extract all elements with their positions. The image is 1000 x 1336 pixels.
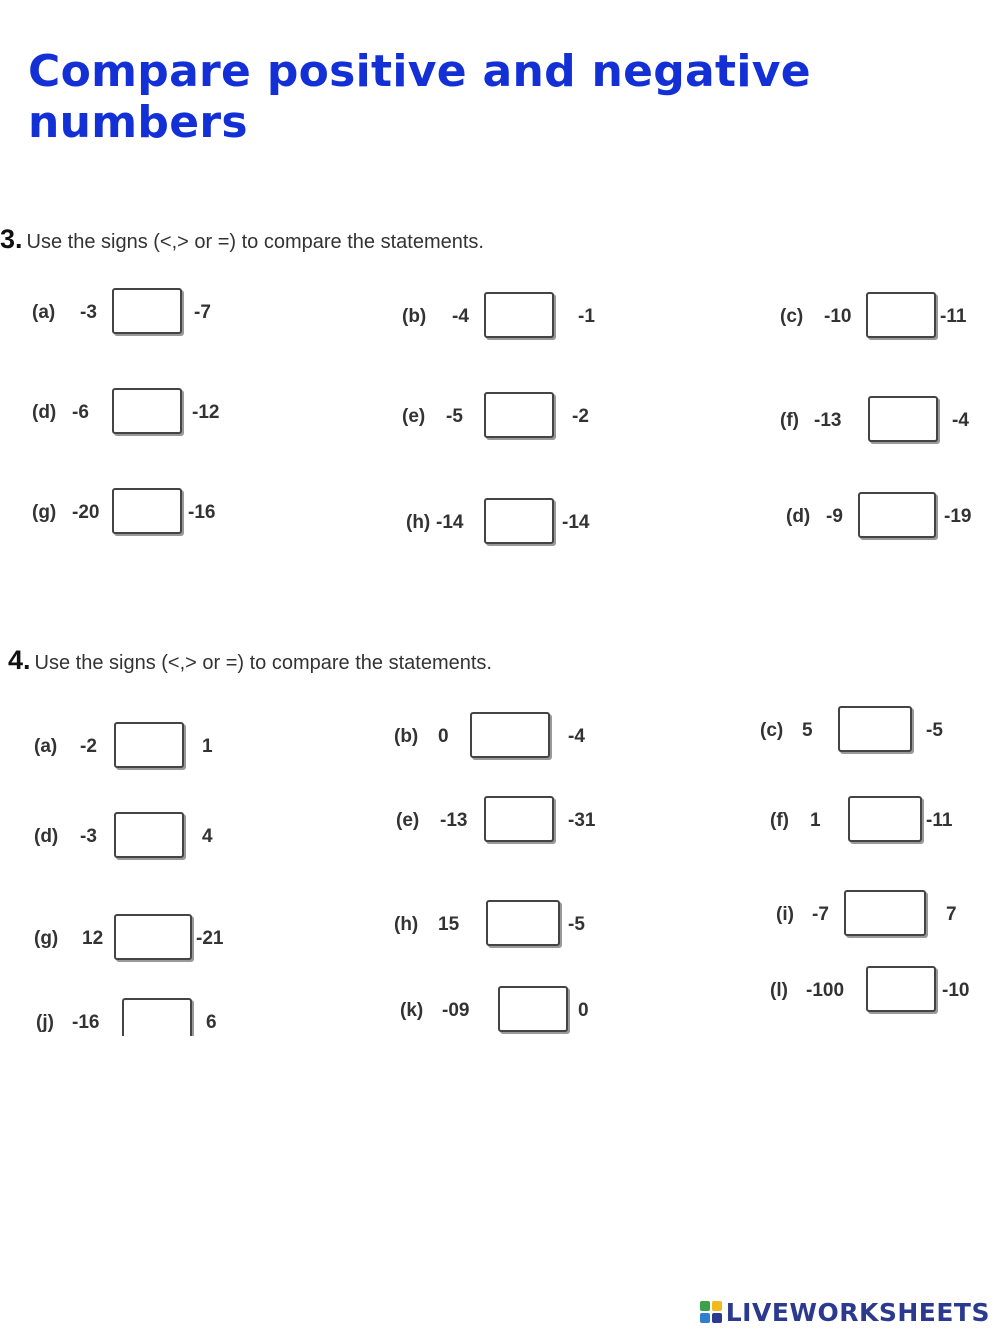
logo-square-green [700,1301,710,1311]
question-label: (h) [394,914,419,935]
right-number: -31 [568,810,596,831]
left-number: -6 [72,402,89,423]
question-label: (d) [786,506,811,527]
left-number: -100 [806,980,845,1001]
question-3i [786,492,986,542]
right-number: -1 [578,306,595,327]
question-4g [34,914,234,964]
answer-box[interactable] [486,900,560,946]
question-label: (e) [402,406,426,427]
answer-box[interactable] [484,796,554,842]
question-4e [396,796,606,846]
section-3-instruction: Use the signs (<,> or =) to compare the statements. [26,231,484,253]
question-3c [780,292,980,342]
answer-box[interactable] [484,292,554,338]
question-3f [780,396,980,446]
question-label: (i) [776,904,794,925]
answer-box[interactable] [844,890,926,936]
answer-box[interactable] [484,498,554,544]
left-number: 15 [438,914,460,935]
right-number: 4 [202,826,213,847]
left-number: -7 [812,904,829,925]
answer-box[interactable] [866,966,936,1012]
left-number: -9 [826,506,843,527]
section-4-instruction: Use the signs (<,> or =) to compare the statements. [34,652,492,674]
right-number: -4 [952,410,969,431]
answer-box[interactable] [114,914,192,960]
left-number: -3 [80,302,97,323]
right-number: -21 [196,928,224,949]
question-3e [402,392,602,442]
left-number: 12 [82,928,104,949]
question-label: (c) [780,306,804,327]
right-number: 0 [578,1000,589,1021]
question-label: (b) [402,306,427,327]
question-3a [32,288,222,338]
left-number: -10 [824,306,852,327]
question-4l [770,966,980,1016]
page-blank-area [0,1036,1000,1336]
liveworksheets-logo-icon [700,1301,722,1323]
question-4a [34,722,224,772]
section-3-heading [0,224,484,255]
question-label: (a) [32,302,56,323]
answer-box[interactable] [868,396,938,442]
question-4d [34,812,224,862]
section-4-number: 4. [8,645,31,675]
liveworksheets-logo[interactable] [700,1296,990,1328]
left-number: -20 [72,502,100,523]
left-number: 5 [802,720,813,741]
left-number: -16 [72,1012,100,1033]
question-3b [402,292,602,342]
answer-box[interactable] [114,812,184,858]
question-3g [32,488,242,538]
question-4f [770,796,970,846]
right-number: -16 [188,502,216,523]
question-3h [406,498,606,548]
question-label: (a) [34,736,58,757]
logo-text: LIVEWORKSHEETS [725,1297,990,1327]
question-label: (d) [34,826,59,847]
right-number: -5 [568,914,585,935]
right-number: -11 [926,810,953,831]
question-4i [776,890,976,940]
section-3-number: 3. [0,224,23,254]
left-number: -3 [80,826,97,847]
left-number: -13 [814,410,842,431]
question-label: (k) [400,1000,424,1021]
question-label: (b) [394,726,419,747]
question-label: (f) [780,410,799,431]
left-number: -13 [440,810,468,831]
left-number: -4 [452,306,469,327]
left-number: -2 [80,736,97,757]
logo-square-blue [700,1313,710,1323]
right-number: -11 [940,306,967,327]
right-number: 7 [946,904,957,925]
question-4c [760,706,960,756]
question-label: (c) [760,720,784,741]
answer-box[interactable] [112,388,182,434]
question-label: (g) [32,502,57,523]
answer-box[interactable] [484,392,554,438]
right-number: -10 [942,980,970,1001]
left-number: 0 [438,726,449,747]
question-4h [394,900,594,950]
question-label: (d) [32,402,57,423]
answer-box[interactable] [858,492,936,538]
right-number: -14 [562,512,590,533]
right-number: -4 [568,726,585,747]
question-label: (h) [406,512,431,533]
question-3d [32,388,242,438]
left-number: -5 [446,406,463,427]
section-4-heading [8,645,492,676]
left-number: -14 [436,512,464,533]
answer-box[interactable] [112,288,182,334]
answer-box[interactable] [866,292,936,338]
answer-box[interactable] [470,712,550,758]
right-number: -19 [944,506,972,527]
right-number: -7 [194,302,211,323]
logo-square-yellow [712,1301,722,1311]
question-label: (e) [396,810,420,831]
question-4b [394,712,594,762]
answer-box[interactable] [114,722,184,768]
answer-box[interactable] [848,796,922,842]
left-number: -09 [442,1000,470,1021]
page-title: Compare positive and negative numbers [28,46,811,148]
question-label: (g) [34,928,59,949]
right-number: -2 [572,406,589,427]
question-label: (l) [770,980,788,1001]
right-number: 6 [206,1012,217,1033]
question-label: (f) [770,810,789,831]
logo-square-navy [712,1313,722,1323]
answer-box[interactable] [498,986,568,1032]
answer-box[interactable] [838,706,912,752]
answer-box[interactable] [112,488,182,534]
question-label: (j) [36,1012,54,1033]
right-number: 1 [202,736,213,757]
left-number: 1 [810,810,821,831]
right-number: -12 [192,402,220,423]
question-4k [400,986,600,1036]
right-number: -5 [926,720,943,741]
